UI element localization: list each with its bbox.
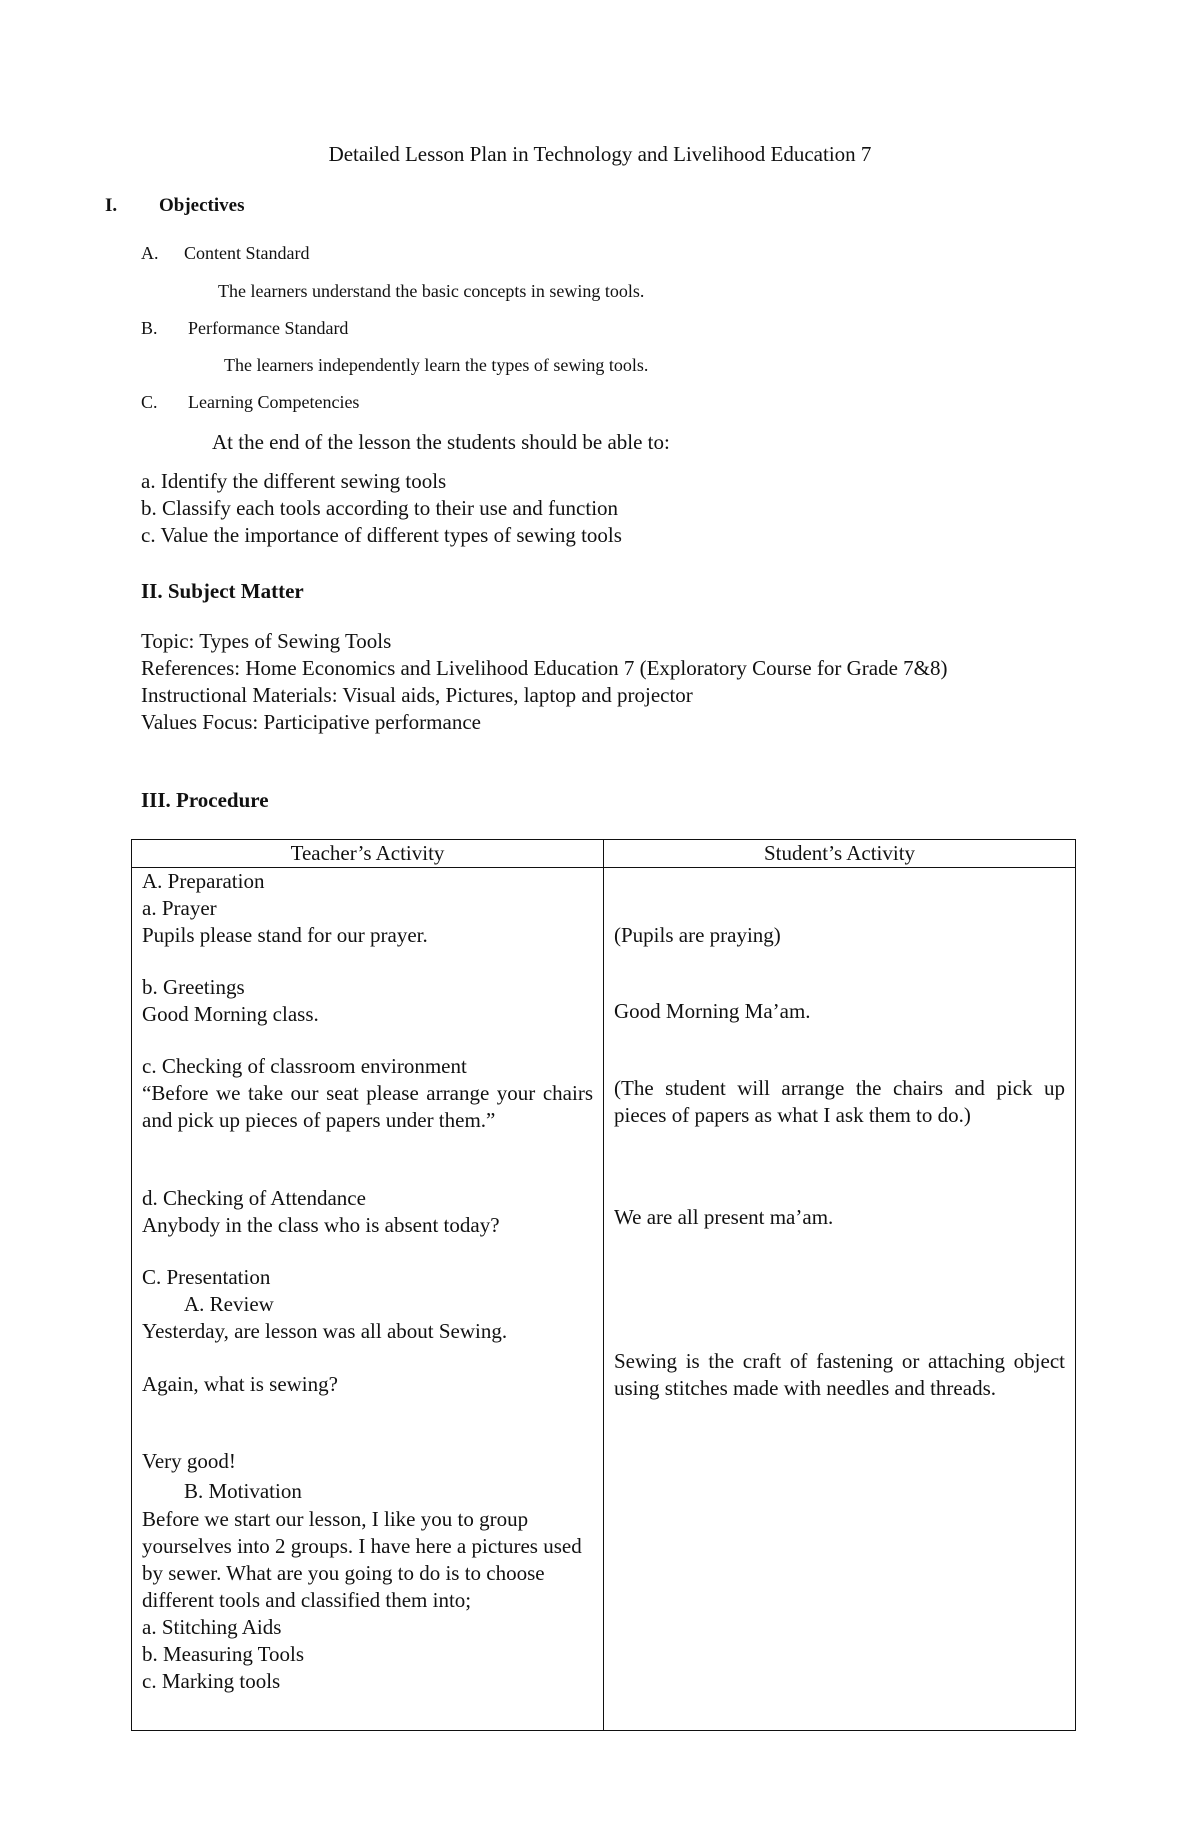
motivation-text: Before we start our lesson, I like you to group yourselves into 2 groups. I have here a pictures used by sewer. What are you going to do is to choose different tools and classified them into; <box>142 1507 582 1612</box>
procedure-table <box>131 839 1076 1731</box>
subject-matter-lines <box>141 628 948 736</box>
student-column-header: Student’s Activity <box>604 840 1076 868</box>
student-activity-cell <box>604 868 1076 1731</box>
content-standard-letter: A. <box>141 243 159 263</box>
group-item-measuring: b. Measuring Tools <box>142 1642 305 1666</box>
presentation-heading: C. Presentation <box>142 1265 271 1289</box>
student-prayer: (Pupils are praying) <box>614 923 781 947</box>
list-item: c. Value the importance of different types of sewing tools <box>141 523 622 547</box>
teacher-column-header: Teacher’s Activity <box>132 840 604 868</box>
teacher-activity-cell <box>132 868 604 1731</box>
attendance-label: d. Checking of Attendance <box>142 1186 366 1210</box>
attendance-text: Anybody in the class who is absent today? <box>142 1213 500 1237</box>
content-standard-label: Content Standard <box>184 243 310 263</box>
prayer-label: a. Prayer <box>142 896 217 920</box>
objectives-heading: Objectives <box>159 195 245 216</box>
checking-environment-label: c. Checking of classroom environment <box>142 1054 467 1078</box>
procedure-heading: III. Procedure <box>141 788 269 812</box>
motivation-label: B. Motivation <box>184 1479 302 1503</box>
learning-competencies-intro: At the end of the lesson the students should be able to: <box>212 430 670 454</box>
checking-environment-text: “Before we take our seat please arrange your chairs and pick up pieces of papers under them.” <box>142 1081 593 1132</box>
praise-text: Very good! <box>142 1449 236 1473</box>
performance-standard-letter: B. <box>141 318 158 338</box>
subject-matter-heading: II. Subject Matter <box>141 579 304 603</box>
group-item-stitching: a. Stitching Aids <box>142 1615 282 1639</box>
student-environment: (The student will arrange the chairs and pick up pieces of papers as what I ask them to do.) <box>614 1076 1065 1127</box>
learning-competencies-label: Learning Competencies <box>188 392 360 412</box>
document-title: Detailed Lesson Plan in Technology and Livelihood Education 7 <box>328 142 872 166</box>
review-label: A. Review <box>184 1292 274 1316</box>
group-item-marking: c. Marking tools <box>142 1669 281 1693</box>
table-row <box>132 868 1076 1731</box>
topic-line: Topic: Types of Sewing Tools <box>141 629 392 653</box>
performance-standard-label: Performance Standard <box>188 318 349 338</box>
prayer-text: Pupils please stand for our prayer. <box>142 923 428 947</box>
objectives-numeral: I. <box>105 195 118 216</box>
review-text: Yesterday, are lesson was all about Sewing. <box>142 1319 508 1343</box>
performance-standard-text: The learners independently learn the types of sewing tools. <box>224 355 649 375</box>
student-attendance: We are all present ma’am. <box>614 1205 834 1229</box>
references-line: References: Home Economics and Livelihood Education 7 (Exploratory Course for Grade 7&8) <box>141 656 948 680</box>
learning-competencies-letter: C. <box>141 392 158 412</box>
table-header-row <box>132 840 1076 868</box>
student-greetings: Good Morning Ma’am. <box>614 999 811 1023</box>
list-item: a. Identify the different sewing tools <box>141 469 447 493</box>
preparation-heading: A. Preparation <box>142 869 265 893</box>
review-question: Again, what is sewing? <box>142 1372 338 1396</box>
values-focus-line: Values Focus: Participative performance <box>141 710 481 734</box>
student-sewing-definition: Sewing is the craft of fastening or attaching object using stitches made with needles and threads. <box>614 1349 1065 1400</box>
list-item: b. Classify each tools according to their use and function <box>141 496 619 520</box>
competency-list <box>141 468 622 549</box>
content-standard-text: The learners understand the basic concepts in sewing tools. <box>218 281 645 301</box>
materials-line: Instructional Materials: Visual aids, Pictures, laptop and projector <box>141 683 693 707</box>
greetings-label: b. Greetings <box>142 975 245 999</box>
greetings-text: Good Morning class. <box>142 1002 319 1026</box>
